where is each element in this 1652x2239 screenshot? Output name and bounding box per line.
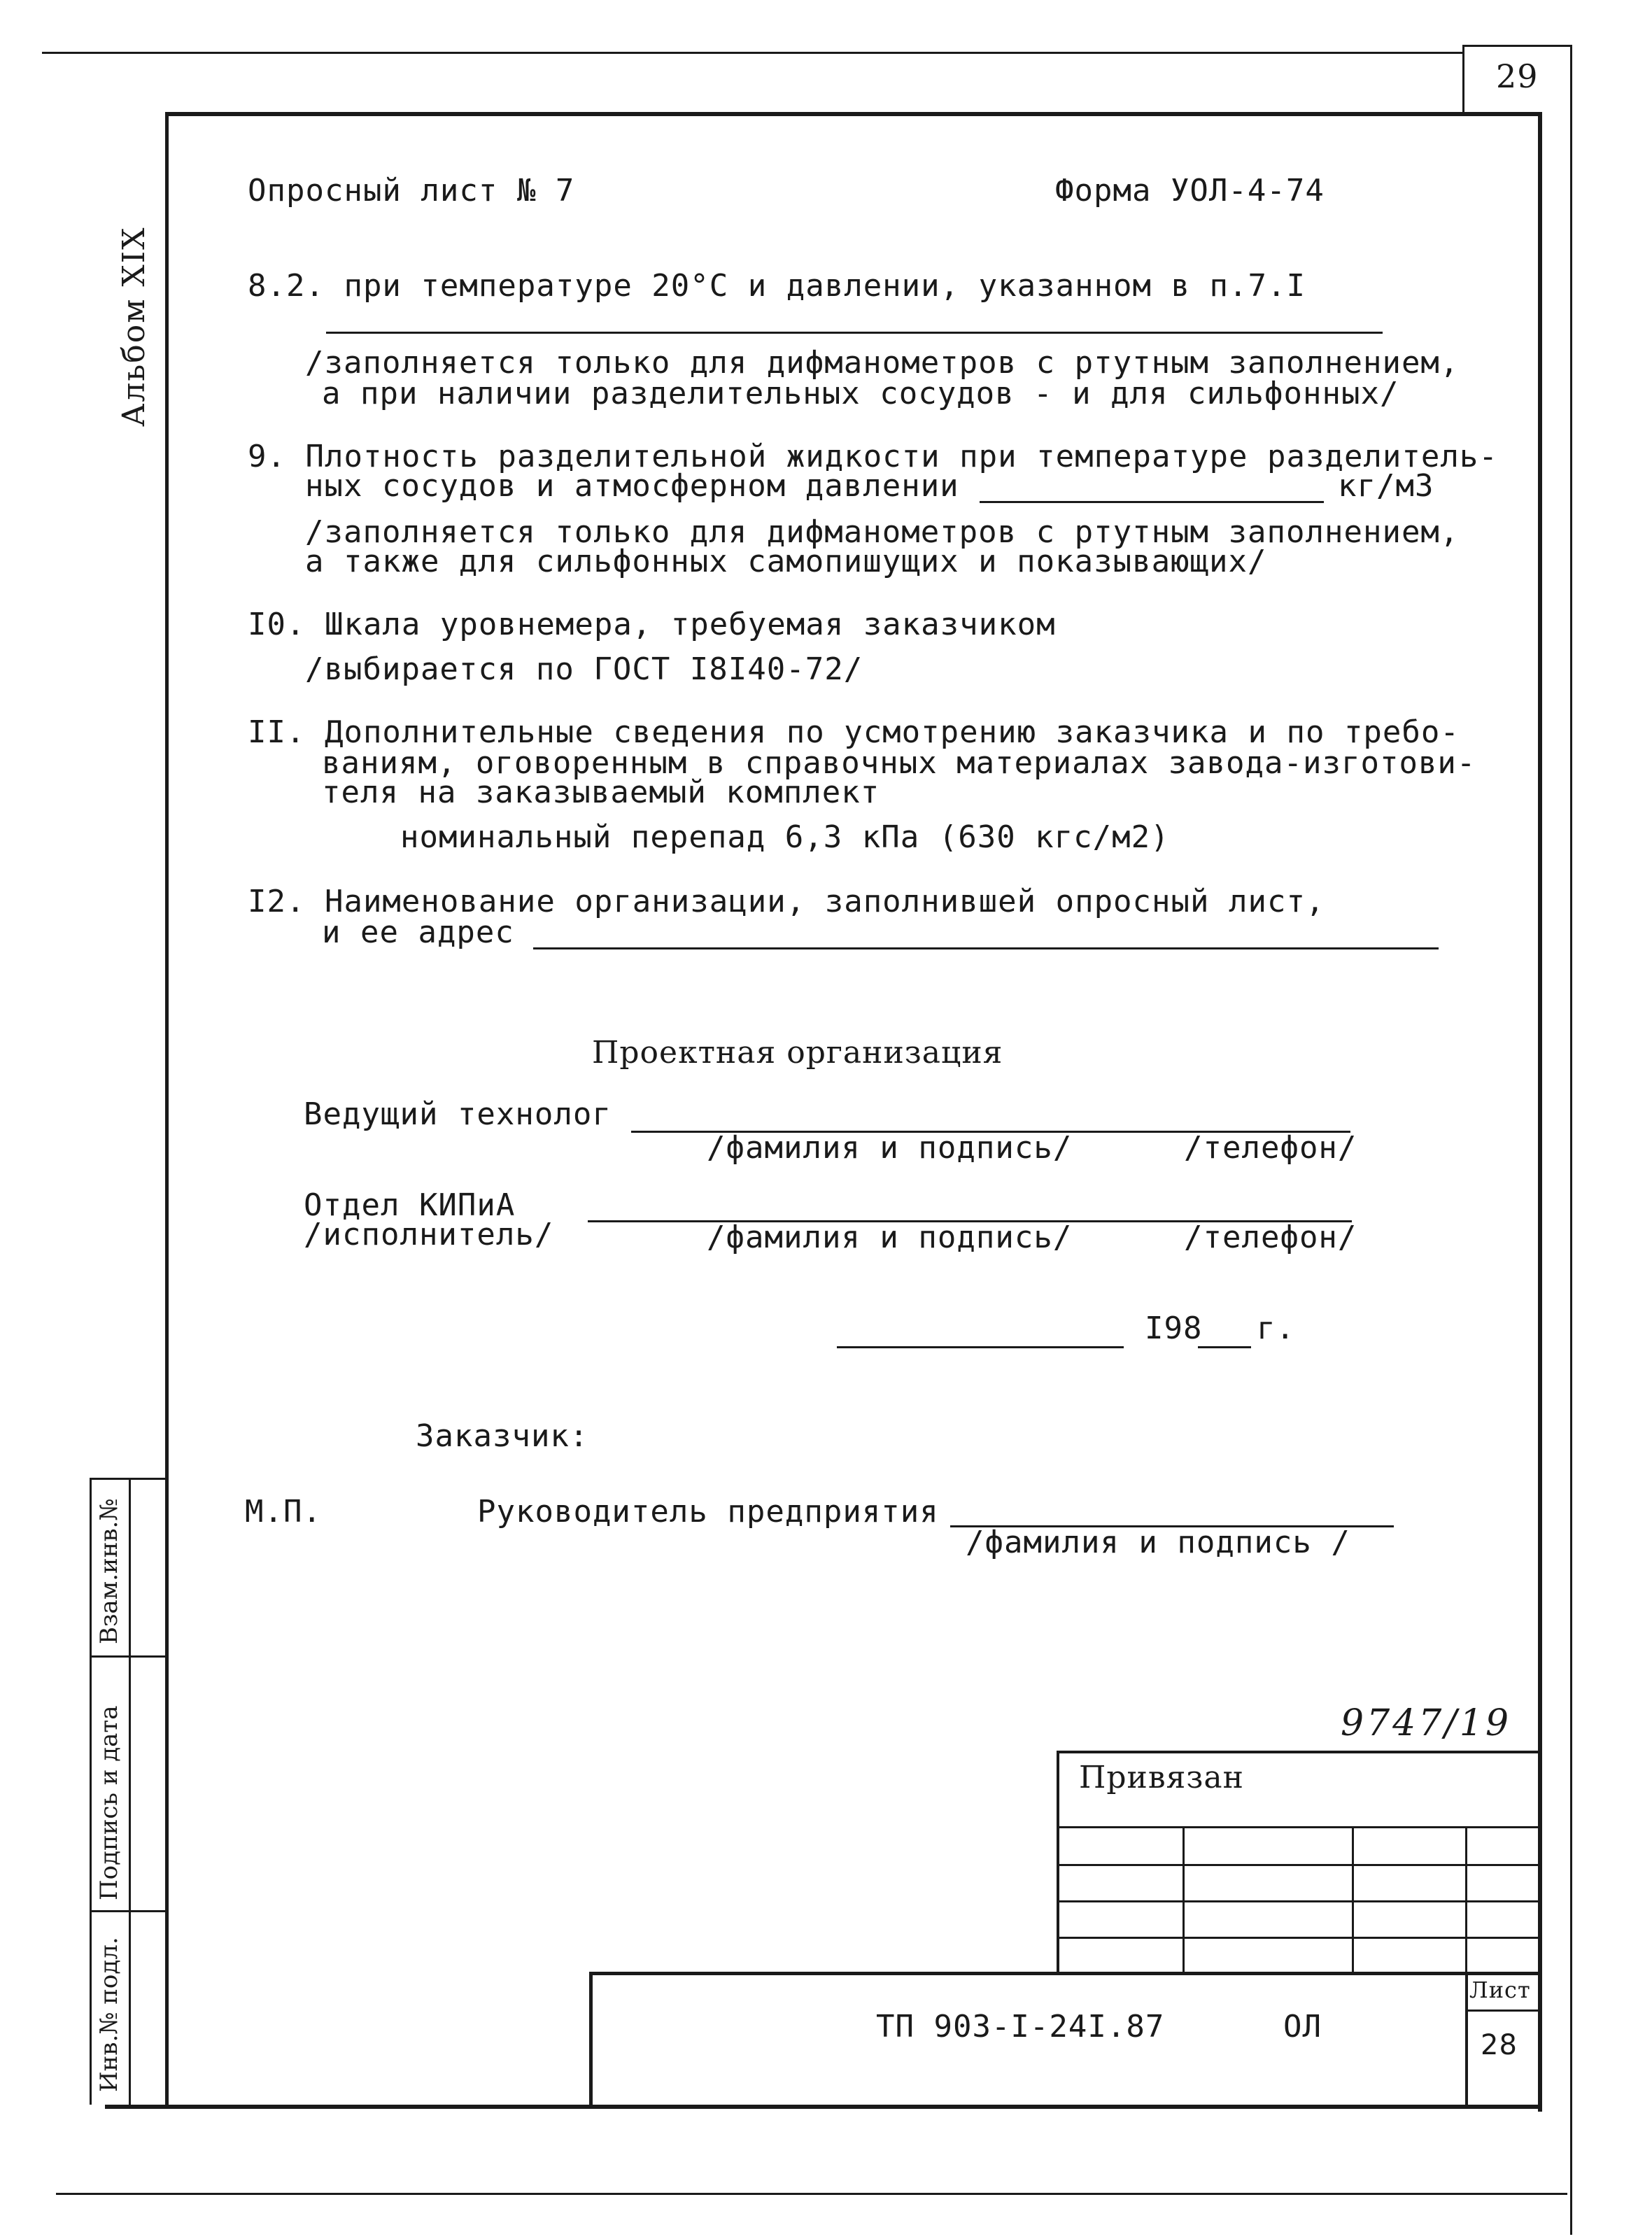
project-heading: Проектная организация [592,1035,1003,1071]
side-stamp-top [90,1478,168,1480]
binding-col-3 [1465,1826,1467,1972]
date-year: I98 [1145,1311,1203,1346]
item-9-unit: кг/м3 [1338,468,1434,504]
binding-col-2 [1352,1826,1354,1972]
item-9-answer-line [980,501,1324,503]
item-8-2-answer-line [326,332,1383,334]
item-8-2-note-1: /заполняется только для дифманометров с ртутным заполнением, [305,345,1460,381]
item-9-line-1: 9. Плотность разделительной жидкости при температуре разделитель- [248,439,1498,474]
side-stamp-row-1 [90,1655,168,1658]
side-stamp-field-2: Подпись и дата [95,1705,123,1900]
side-stamp-field-3: Инв.№ подл. [95,1937,123,2092]
item-8-2-note-2: а при наличии разделительных сосудов - и для сильфонных/ [322,376,1399,411]
item-11-line-3: теля на заказываемый комплект [322,775,880,810]
lead-technologist-label: Ведущий технолог [304,1096,612,1132]
item-9-note-1: /заполняется только для дифманометров с ртутным заполнением, [305,514,1460,550]
lead-phone-caption: /телефон/ [1184,1130,1357,1166]
frame-top [165,112,1542,116]
title-block-sheet-divider [1465,1972,1468,2107]
binding-col-1 [1182,1826,1185,1972]
item-9-line-2: ных сосудов и атмосферном давлении [305,468,959,504]
album-label: Альбом XIX [116,226,152,427]
binding-row-4 [1057,1937,1542,1939]
date-day-line [837,1346,1124,1348]
sheet-number: 28 [1481,2029,1518,2061]
item-10-line-1: I0. Шкала уровнемера, требуемая заказчиком [248,607,1056,642]
project-code: ТП 903-I-24I.87 [876,2009,1165,2044]
head-signature-caption: /фамилия и подпись / [966,1525,1350,1560]
top-rule [42,52,1462,54]
binding-top [1057,1751,1542,1753]
date-year-line [1198,1346,1251,1348]
bottom-outer-rule [56,2193,1567,2195]
item-10-note: /выбирается по ГОСТ I8I40-72/ [305,651,863,687]
right-outer-rule [1570,45,1572,2235]
title-block-left [589,1972,593,2107]
side-stamp-outer-left [90,1478,92,2105]
form-code: Форма УОЛ-4-74 [1055,173,1325,209]
kip-department-label: Отдел КИПиА [304,1187,516,1223]
item-9-note-2: а также для сильфонных самопишущих и показывающих/ [305,544,1267,579]
side-stamp-inner-divider [129,1478,131,2105]
kip-executor-label: /исполнитель/ [304,1217,554,1252]
customer-heading: Заказчик: [416,1418,589,1454]
form-title: Опросный лист № 7 [248,173,575,209]
item-12-line-2: и ее адрес [322,914,514,950]
item-11-value: номинальный перепад 6,3 кПа (630 кгс/м2) [400,819,1170,855]
head-label: Руководитель предприятия [477,1494,939,1530]
side-stamp-field-1: Взам.инв.№ [95,1498,123,1644]
stamp-label: М.П. [245,1494,322,1530]
kip-phone-caption: /телефон/ [1184,1220,1357,1255]
date-suffix: г. [1257,1311,1295,1346]
item-11-line-1: II. Дополнительные сведения по усмотрению заказчика и по требо- [248,714,1460,750]
binding-row-1 [1057,1826,1542,1828]
frame-right [1538,112,1542,2112]
page-number-top: 29 [1496,57,1539,95]
item-8-2-text: 8.2. при температуре 20°С и давлении, указанном в п.7.I [248,268,1306,304]
sheet-label: Лист [1469,1977,1531,2003]
side-stamp-row-2 [90,1910,168,1912]
frame-left [165,112,169,2108]
page-number-box-left [1462,45,1464,115]
binding-label: Привязан [1079,1760,1244,1795]
item-11-line-2: ваниям, оговоренным в справочных материалах завода-изготови- [322,745,1476,781]
binding-row-3 [1057,1900,1542,1902]
item-12-answer-line [533,947,1439,949]
title-block-top [589,1972,1542,1975]
item-12-line-1: I2. Наименование организации, заполнившей опросный лист, [248,884,1325,919]
lead-signature-caption: /фамилия и подпись/ [707,1130,1073,1166]
binding-row-2 [1057,1864,1542,1866]
handwritten-number: 9747/19 [1341,1702,1512,1744]
doc-code: ОЛ [1283,2009,1322,2044]
frame-bottom [105,2105,1542,2109]
kip-signature-caption: /фамилия и подпись/ [707,1220,1073,1255]
page-number-box-top [1462,45,1572,47]
title-block-sheet-row [1465,2010,1542,2012]
